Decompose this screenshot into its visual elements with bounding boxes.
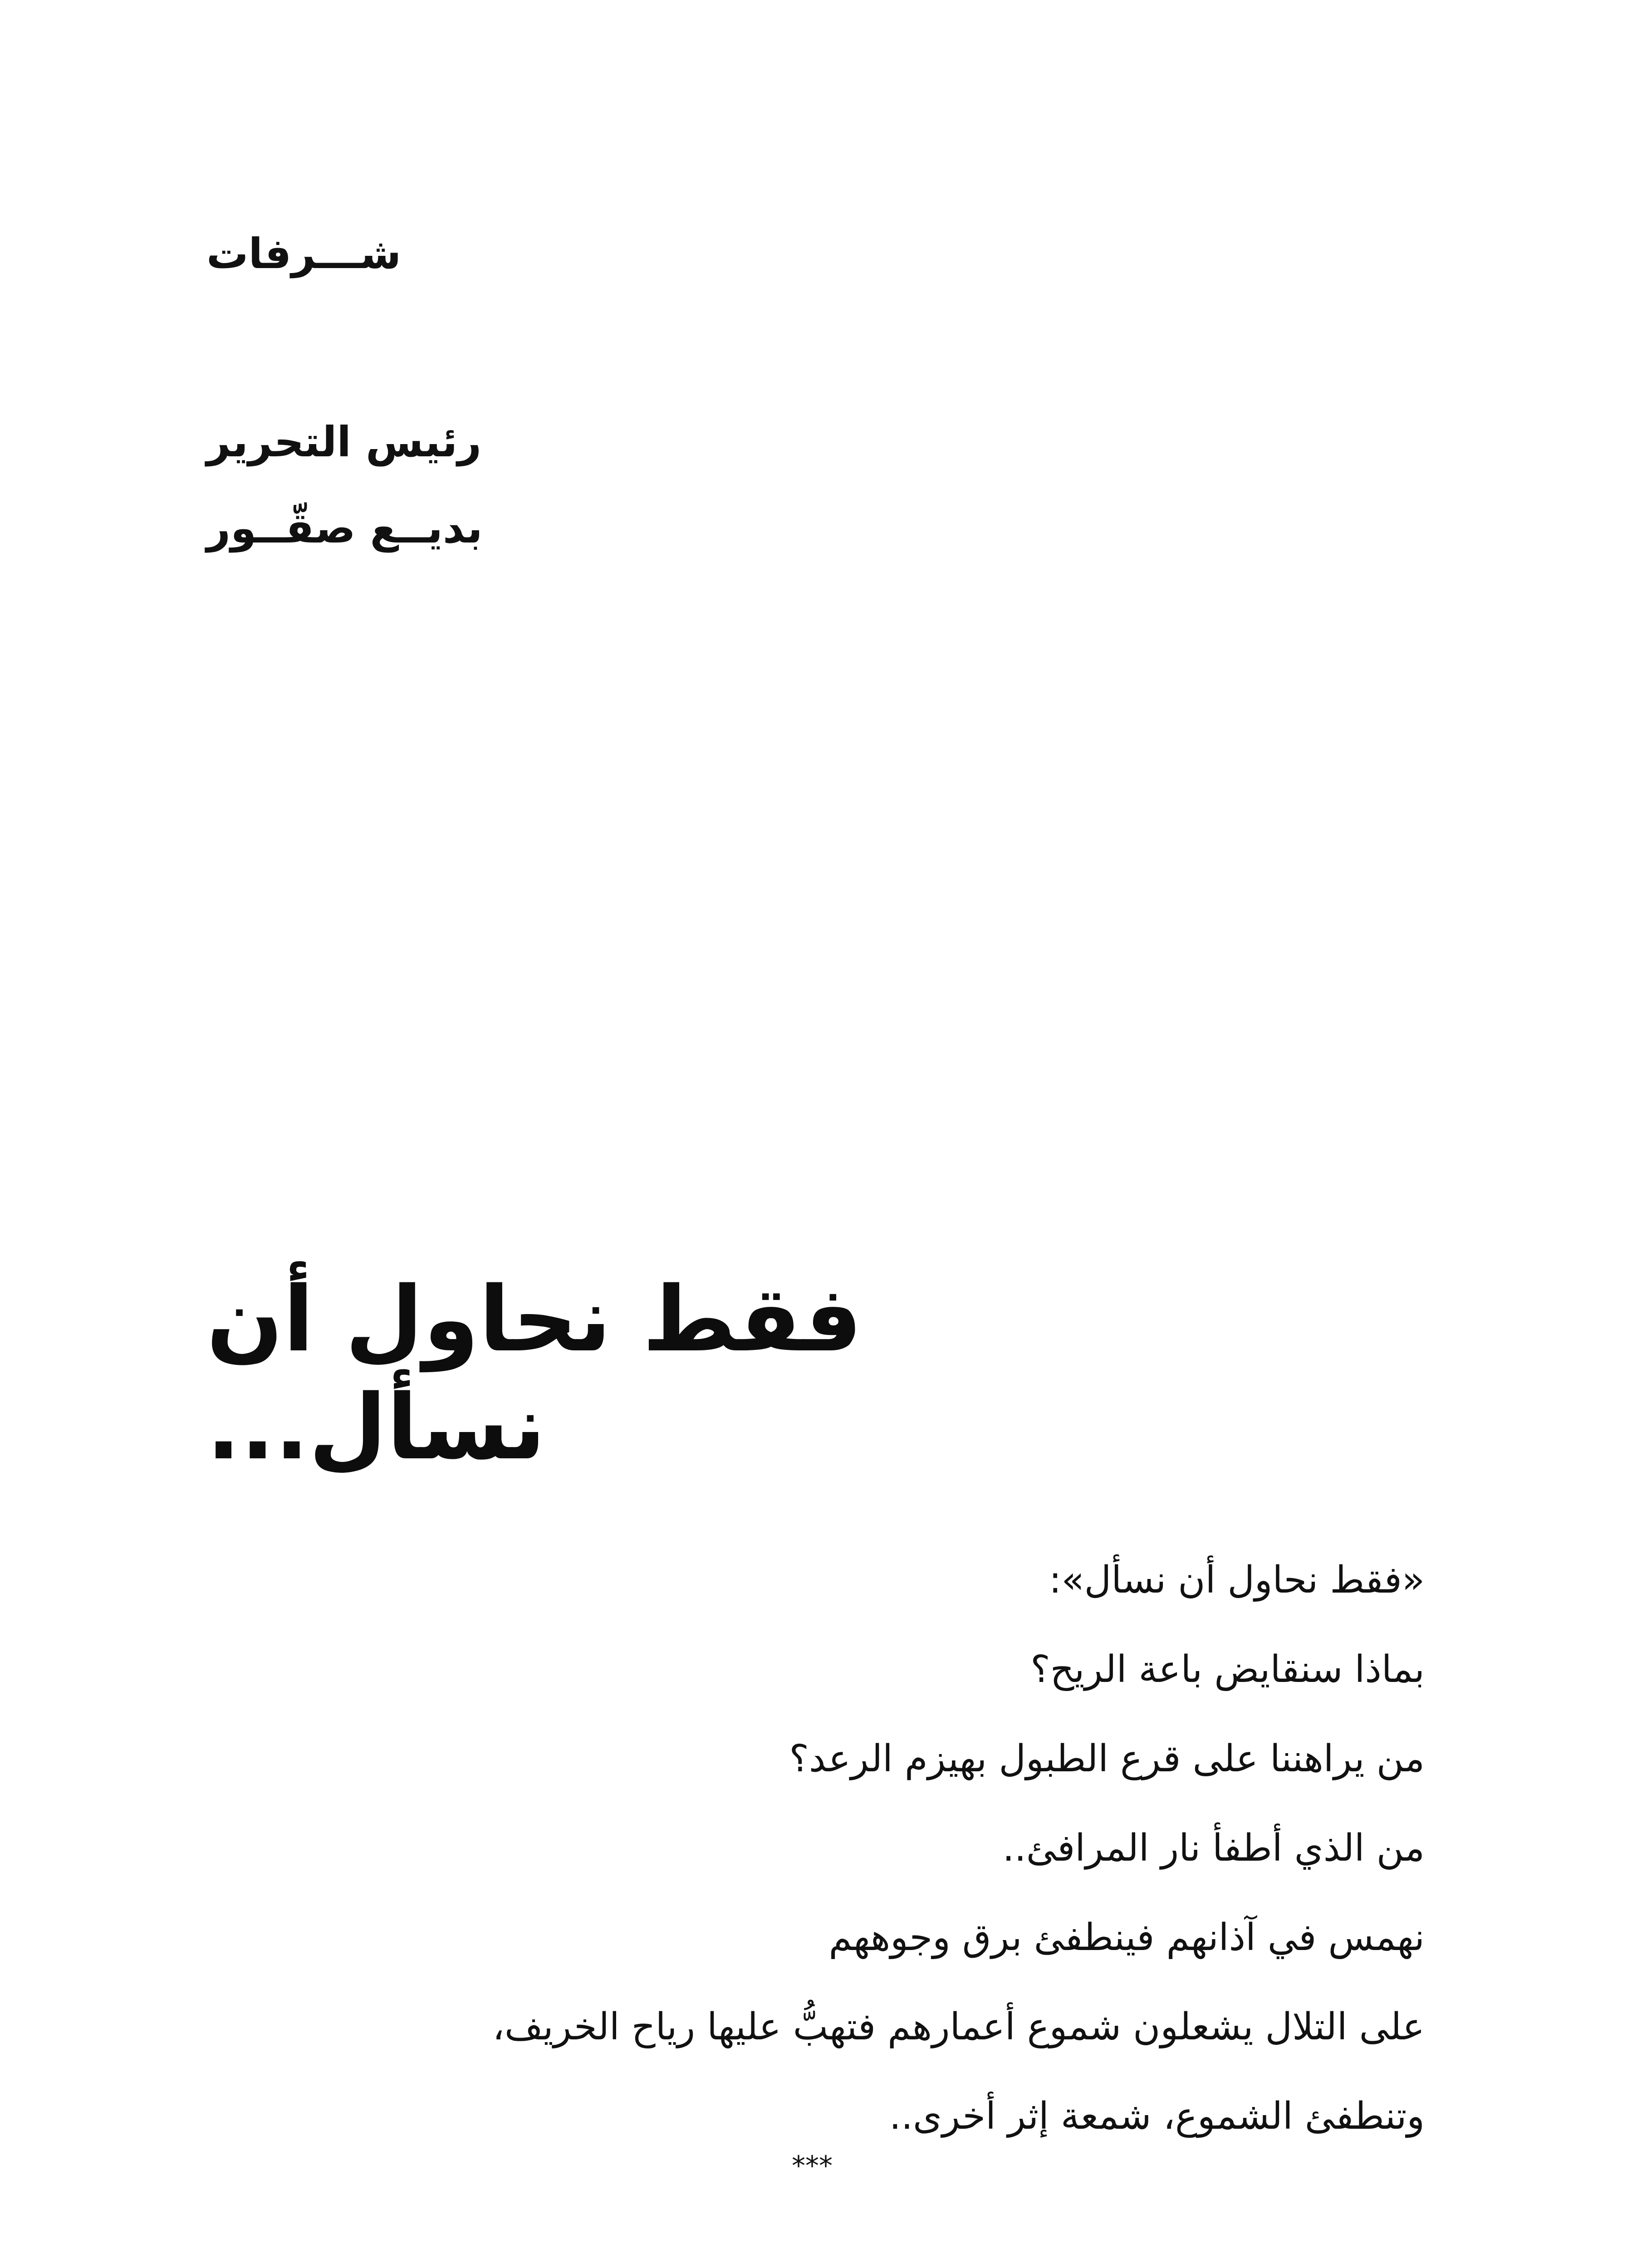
poem-line: نهمس في آذانهم فينطفئ برق وجوههم xyxy=(828,1916,1425,1959)
poem-body xyxy=(272,1535,1425,2161)
article-title: فقط نحاول أن نسأل... xyxy=(206,1267,863,1480)
poem-line: من يراهننا على قرع الطبول بهيزم الرعد؟ xyxy=(789,1737,1425,1780)
editor-name: بديــع صقّــور xyxy=(206,504,483,552)
section-name: شـــرفات xyxy=(206,230,402,278)
poem-line: وتنطفئ الشموع، شمعة إثر أخرى.. xyxy=(889,2095,1425,2138)
poem-line: بماذا سنقايض باعة الريح؟ xyxy=(1030,1648,1425,1691)
poem-line: من الذي أطفأ نار المرافئ.. xyxy=(1002,1827,1425,1870)
poem-line: «فقط نحاول أن نسأل»: xyxy=(1049,1559,1425,1602)
section-separator: *** xyxy=(792,2150,833,2182)
editor-title: رئيس التحرير xyxy=(206,418,482,466)
poem-line: على التلال يشعلون شموع أعمارهم فتهبُّ عليها رياح الخريف، xyxy=(492,2005,1425,2048)
